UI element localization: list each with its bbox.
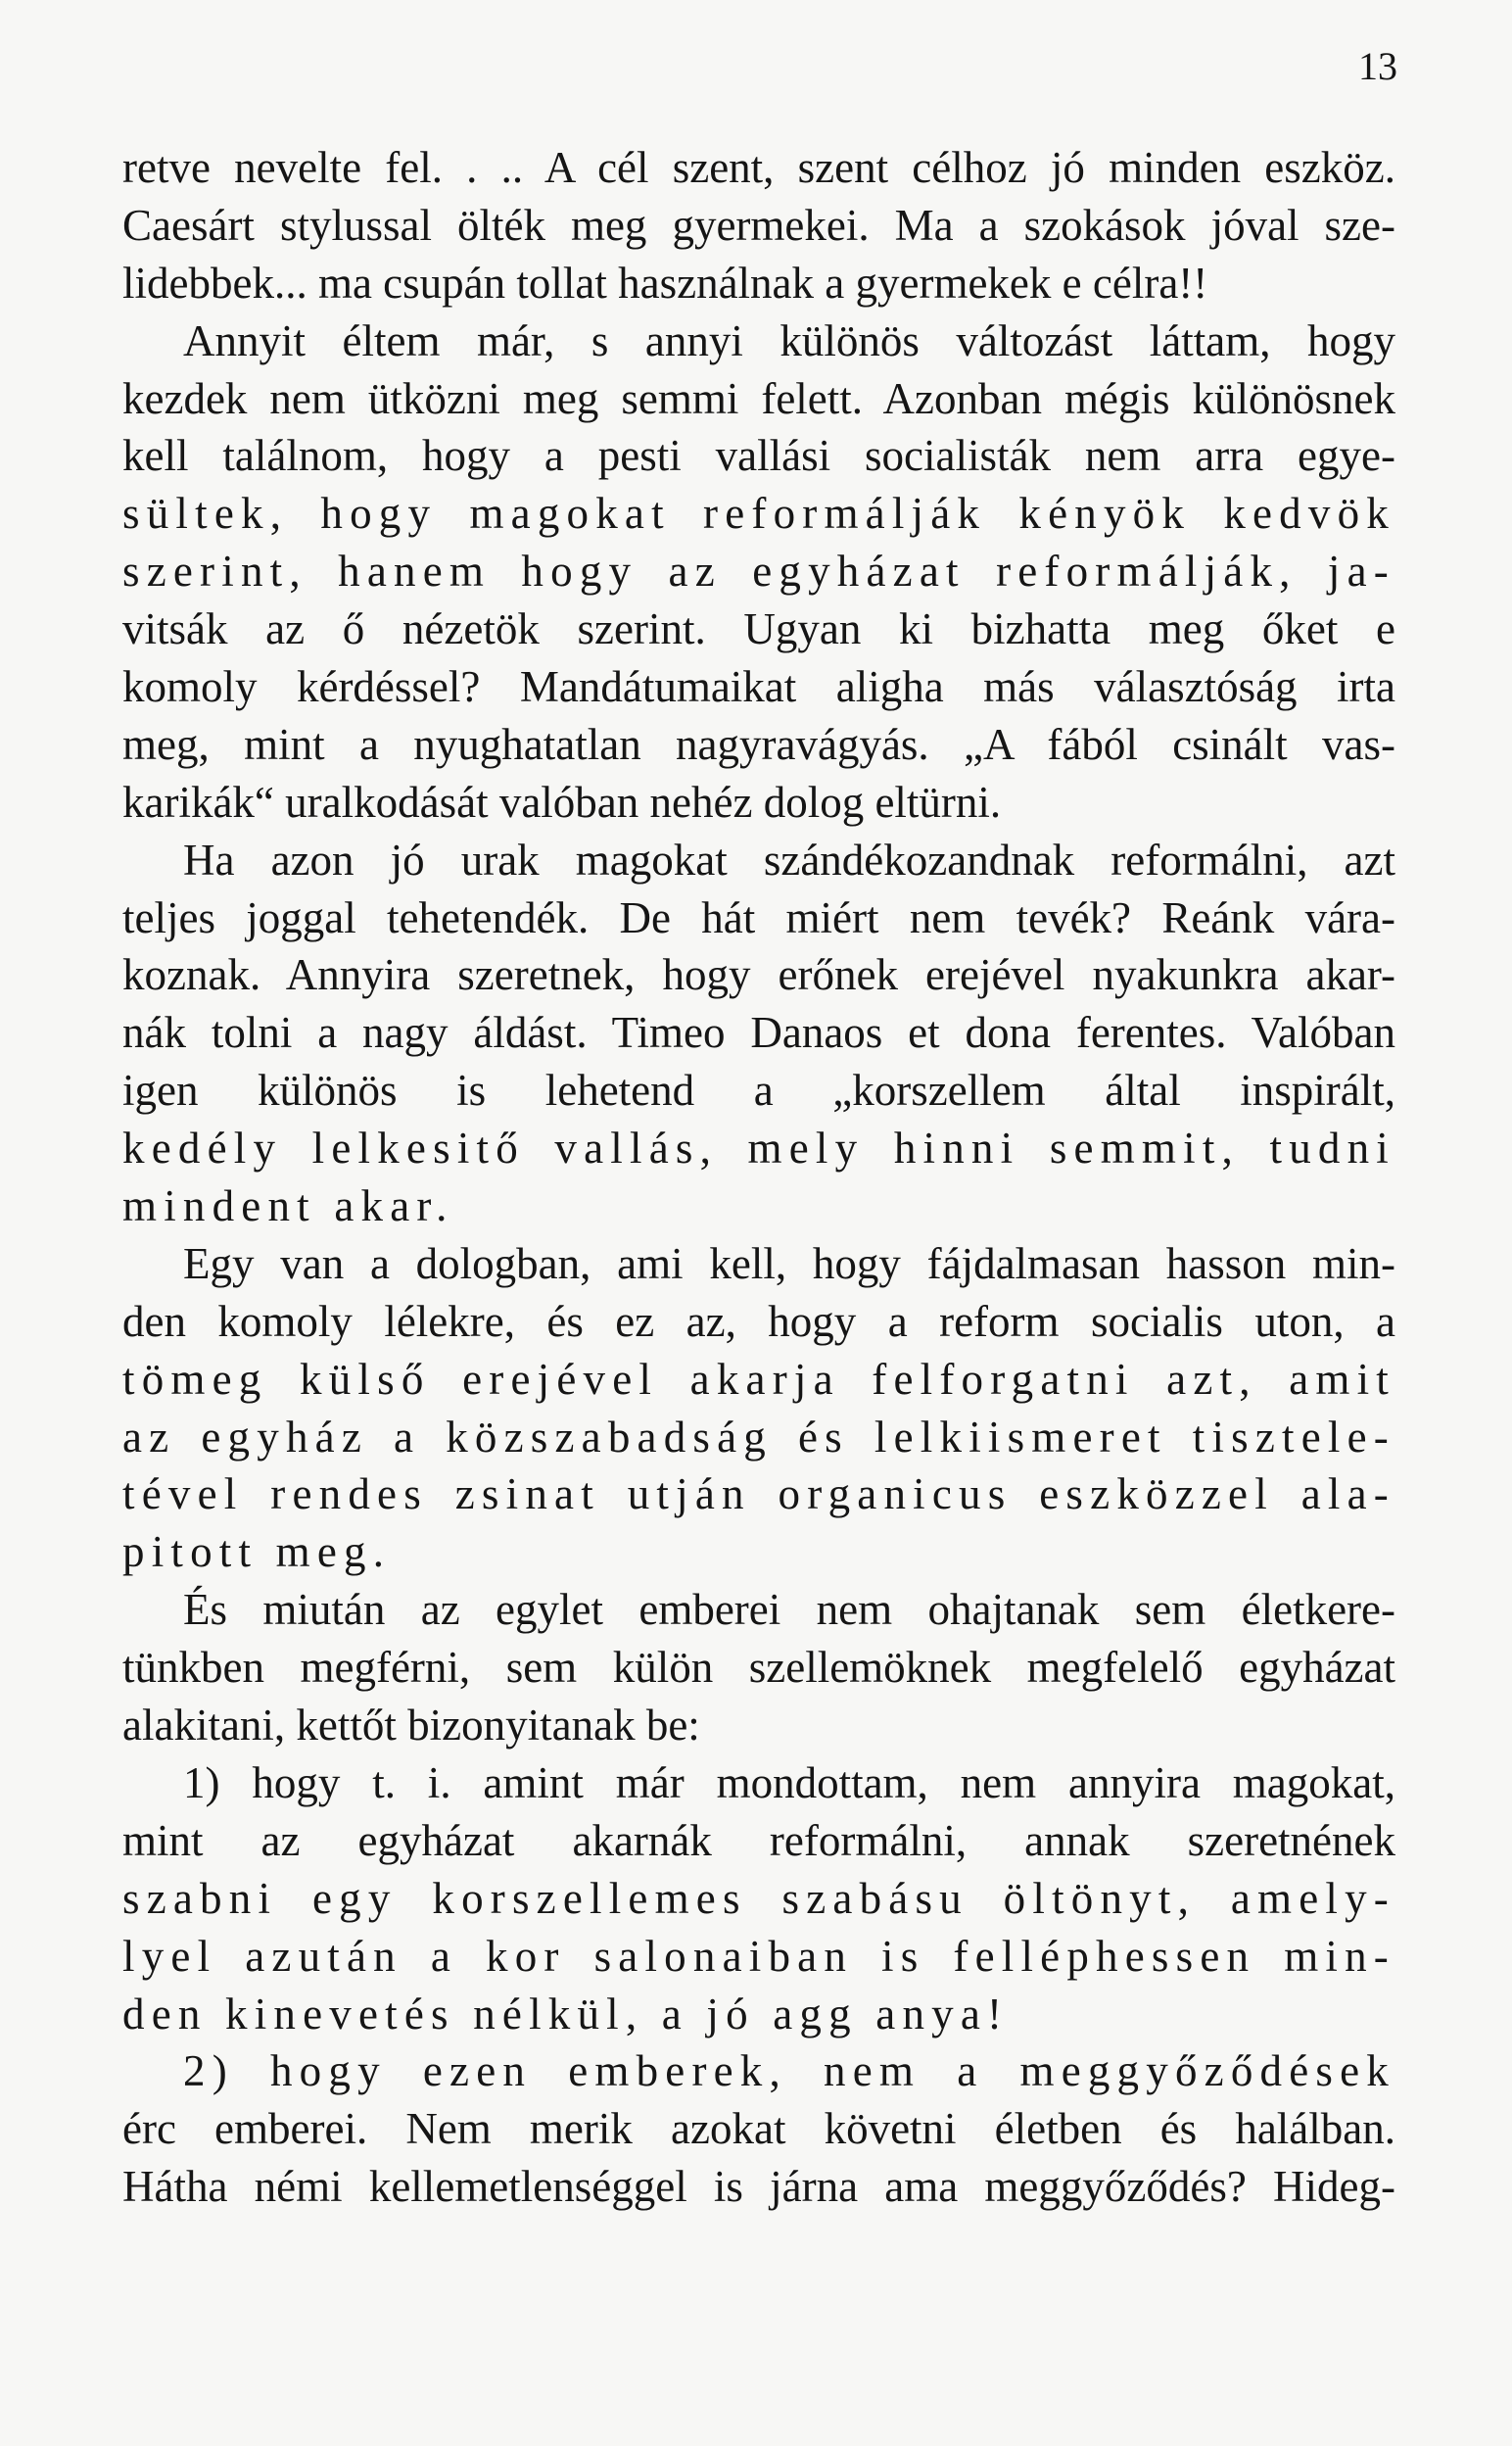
text-line: És miután az egylet emberei nem ohajtanak sem életkere- — [183, 1585, 1395, 1635]
text-line: vitsák az ő nézetök szerint. Ugyan ki bizhatta meg őket e — [122, 604, 1395, 654]
text-line: retve nevelte fel. . .. A cél szent, szent célhoz jó minden eszköz. — [122, 143, 1395, 192]
text-line: alakitani, kettőt bizonyitanak be: — [122, 1701, 700, 1751]
text-line: tünkben megférni, sem külön szellemöknek megfelelő egyházat — [122, 1643, 1395, 1693]
text-line: koznak. Annyira szeretnek, hogy erőnek erejével nyakunkra akar- — [122, 950, 1395, 1000]
text-line: az egyház a közszabadság és lelkiismeret tisztele- — [122, 1412, 1395, 1462]
text-line: meg, mint a nyughatatlan nagyravágyás. „A fából csinált vas- — [122, 719, 1395, 769]
page-number: 13 — [1358, 44, 1397, 88]
text-line: mint az egyházat akarnák reformálni, annak szeretnének — [122, 1815, 1395, 1865]
text-line: kedély lelkesitő vallás, mely hinni semmit, tudni — [122, 1124, 1395, 1174]
text-line: érc emberei. Nem merik azokat követni életben és halálban. — [122, 2104, 1395, 2154]
body-text — [122, 139, 1395, 2216]
text-line: igen különös is lehetend a „korszellem által inspirált, — [122, 1066, 1395, 1116]
text-line: den kinevetés nélkül, a jó agg anya! — [122, 1989, 1010, 2038]
text-line: lidebbek... ma csupán tollat használnak a gyermekek e célra!! — [122, 258, 1208, 308]
text-line: pitott meg. — [122, 1527, 392, 1577]
text-line: sültek, hogy magokat reformálják kényök kedvök — [122, 489, 1395, 539]
text-line: Ha azon jó urak magokat szándékozandnak reformálni, azt — [183, 835, 1395, 885]
text-line: 1) hogy t. i. amint már mondottam, nem annyira magokat, — [183, 1757, 1395, 1807]
text-line: Egy van a dologban, ami kell, hogy fájdalmasan hasson min- — [183, 1238, 1395, 1288]
text-line: den komoly lélekre, és ez az, hogy a reform socialis uton, a — [122, 1296, 1395, 1346]
text-line: szerint, hanem hogy az egyházat reformálják, ja- — [122, 547, 1395, 597]
text-line: Annyit éltem már, s annyi különös változást láttam, hogy — [183, 315, 1395, 365]
text-line: lyel azután a kor salonaiban is felléphessen min- — [122, 1931, 1395, 1981]
text-line: karikák“ uralkodását valóban nehéz dolog eltürni. — [122, 777, 1002, 827]
text-line: szabni egy korszellemes szabásu öltönyt, amely- — [122, 1873, 1395, 1923]
text-line: tömeg külső erejével akarja felforgatni azt, amit — [122, 1354, 1395, 1404]
text-line: 2) hogy ezen emberek, nem a meggyőződések — [183, 2046, 1395, 2096]
text-line: Caesárt stylussal ölték meg gyermekei. Ma a szokások jóval sze- — [122, 200, 1395, 250]
text-line: kezdek nem ütközni meg semmi felett. Azonban mégis különösnek — [122, 373, 1395, 423]
text-line: komoly kérdéssel? Mandátumaikat aligha más választóság irta — [122, 662, 1395, 712]
text-line: Hátha némi kellemetlenséggel is járna ama meggyőződés? Hideg- — [122, 2162, 1395, 2212]
text-line: tével rendes zsinat utján organicus eszközzel ala- — [122, 1469, 1395, 1519]
text-line: teljes joggal tehetendék. De hát miért nem tevék? Reánk vára- — [122, 892, 1395, 942]
text-line: nák tolni a nagy áldást. Timeo Danaos et dona ferentes. Valóban — [122, 1008, 1395, 1058]
text-line: mindent akar. — [122, 1181, 454, 1231]
text-line: kell találnom, hogy a pesti vallási socialisták nem arra egye- — [122, 431, 1395, 481]
